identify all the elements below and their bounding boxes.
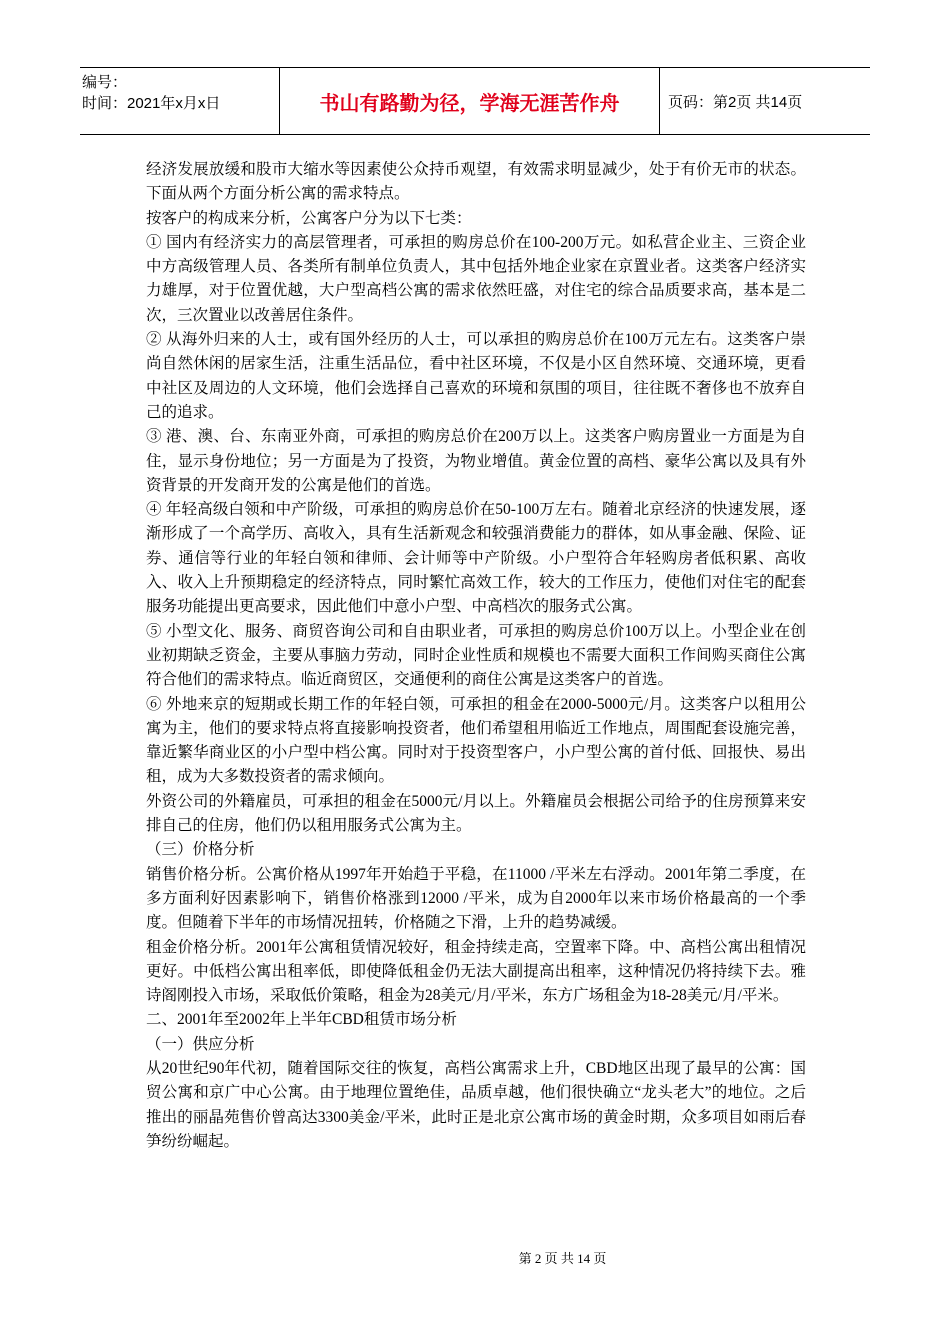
paragraph: 从20世纪90年代初，随着国际交往的恢复，高档公寓需求上升，CBD地区出现了最早的公寓：国贸公寓和京广中心公寓。由于地理位置绝佳，品质卓越，他们很快确立“龙头老大”的地位。之后推出的丽晶苑售价曾高达3300美金/平米，此时正是北京公寓市场的黄金时期，众多项目如雨后春笋纷纷崛起。 [146, 1059, 806, 1150]
document-body [146, 158, 806, 1154]
paragraph: 经济发展放缓和股市大缩水等因素使公众持币观望，有效需求明显减少，处于有价无市的状态。下面从两个方面分析公寓的需求特点。 [146, 161, 806, 203]
paragraph: 按客户的构成来分析，公寓客户分为以下七类： [146, 209, 472, 227]
page-footer: 第 2 页 共 14 页 [518, 1251, 607, 1266]
paragraph: ② 从海外归来的人士，或有国外经历的人士，可以承担的购房总价在100万元左右。这类客户崇尚自然休闲的居家生活，注重生活品位，看中社区环境，不仅是小区自然环境、交通环境，更看中社区及周边的人文环境，他们会选择自己喜欢的环境和氛围的项目，往往既不奢侈也不放弃自己的追求。 [146, 331, 806, 421]
section-heading: （一）供应分析 [146, 1035, 255, 1053]
paragraph: 销售价格分析。公寓价格从1997年开始趋于平稳，在11000 /平米左右浮动。2001年第二季度，在多方面利好因素影响下，销售价格涨到12000 /平米，成为自2000年以来市场价格最高的一个季度。但随着下半年的市场情况扭转，价格随之下滑，上升的趋势减缓。 [146, 865, 806, 932]
paragraph: ④ 年轻高级白领和中产阶级，可承担的购房总价在50-100万左右。随着北京经济的快速发展，逐渐形成了一个高学历、高收入，具有生活新观念和较强消费能力的群体，如从事金融、保险、证券、通信等行业的年轻白领和律师、会计师等中产阶级。小户型符合年轻购房者低积累、高收入、收入上升预期稳定的经济特点，同时繁忙高效工作，较大的工作压力，使他们对住宅的配套服务功能提出更高要求，因此他们中意小户型、中高档次的服务式公寓。 [146, 501, 806, 616]
header-motto: 书山有路勤为径，学海无涯苦作舟 [319, 90, 620, 115]
document-time-label: 时间：2021年x月x日 [82, 95, 221, 112]
paragraph: ⑥ 外地来京的短期或长期工作的年轻白领，可承担的租金在2000-5000元/月。这类客户以租用公寓为主，他们的要求特点将直接影响投资者，他们希望租用临近工作地点，周围配套设施完善，靠近繁华商业区的小户型中档公寓。同时对于投资型客户，小户型公寓的首付低、回报快、易出租，成为大多数投资者的需求倾向。 [146, 695, 806, 786]
section-heading: （三）价格分析 [146, 841, 255, 859]
document-number-label: 编号： [82, 74, 128, 91]
section-heading: 二、2001年至2002年上半年CBD租赁市场分析 [146, 1011, 457, 1029]
header-info [80, 68, 280, 134]
paragraph: ③ 港、澳、台、东南亚外商，可承担的购房总价在200万以上。这类客户购房置业一方面是为自住，显示身份地位；另一方面是为了投资，为物业增值。黄金位置的高档、豪华公寓以及具有外资背景的开发商开发的公寓是他们的首选。 [146, 428, 806, 494]
paragraph: 外资公司的外籍雇员，可承担的租金在5000元/月以上。外籍雇员会根据公司给予的住房预算来安排自己的住房，他们仍以租用服务式公寓为主。 [146, 792, 806, 835]
header-page-info: 页码：第2页 共14页 [668, 93, 803, 111]
paragraph: ⑤ 小型文化、服务、商贸咨询公司和自由职业者，可承担的购房总价100万以上。小型企业在创业初期缺乏资金，主要从事脑力劳动，同时企业性质和规模也不需要大面积工作间购买商住公寓符合他们的需求特点。临近商贸区，交通便利的商住公寓是这类客户的首选。 [146, 622, 806, 689]
paragraph: ① 国内有经济实力的高层管理者，可承担的购房总价在100-200万元。如私营企业主、三资企业中方高级管理人员、各类所有制单位负责人，其中包括外地企业家在京置业者。这类客户经济实力雄厚，对于位置优越，大户型高档公寓的需求依然旺盛，对住宅的综合品质要求高，基本是二次，三次置业以改善居住条件。 [146, 233, 806, 324]
page-header [80, 67, 870, 135]
header-motto-cell [280, 68, 660, 134]
paragraph: 租金价格分析。2001年公寓租赁情况较好，租金持续走高，空置率下降。中、高档公寓出租情况更好。中低档公寓出租率低，即使降低租金仍无法大副提高出租率，这种情况仍将持续下去。雅诗阁刚投入市场，采取低价策略，租金为28美元/月/平米，东方广场租金为18-28美元/月/平米。 [146, 938, 806, 1005]
